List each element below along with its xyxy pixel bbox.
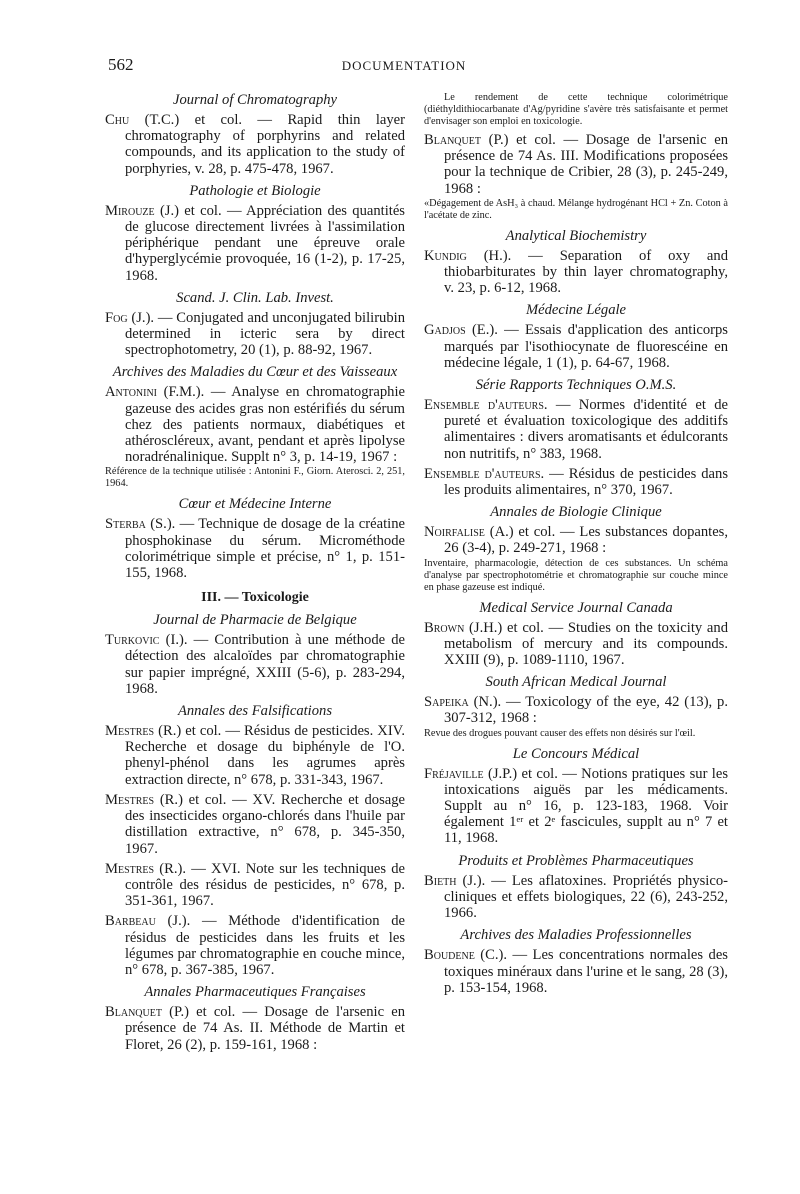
bibliography-entry bbox=[105, 1004, 405, 1053]
bibliography-entry bbox=[105, 913, 405, 978]
entry-citation: (F.M.). — Analyse en chromatographie gazeuse des acides gras non estérifiés du sérum chez des patients normaux, diabétiques et athéroscléreux, avant, pendant et après lipolyse noradrénalinique. Supplt n° 3, p. 14-19, 1967 : bbox=[125, 384, 405, 466]
journal-heading: Série Rapports Techniques O.M.S. bbox=[475, 377, 677, 394]
journal-heading: Scand. J. Clin. Lab. Invest. bbox=[176, 289, 334, 306]
entry-citation: (J.). — Conjugated and unconjugated bilirubin determined in icteric sera by direct spectrophotometry, 20 (1), p. 88-92, 1967. bbox=[125, 309, 405, 359]
bibliography-entry bbox=[424, 466, 728, 498]
bibliography-entry bbox=[105, 792, 405, 857]
entry-citation: (H.). — Separation of oxy and thiobarbiturates by thin layer chromatography, v. 23, p. 6-12, 1968. bbox=[444, 247, 728, 297]
entry-citation: (P.) et col. — Dosage de l'arsenic en présence de 74 As. III. Modifications proposées pour la technique de Cribier, 28 (3), p. 245-249, 1968 : bbox=[444, 132, 728, 197]
journal-heading: Analytical Biochemistry bbox=[505, 227, 647, 244]
entry-citation: . — Résidus de pesticides dans les produits alimentaires, n° 370, 1967. bbox=[444, 465, 729, 499]
journal-heading: Pathologie et Biologie bbox=[189, 182, 321, 199]
bibliography-entry bbox=[424, 132, 728, 222]
entry-author: Ensemble d'auteurs bbox=[424, 397, 544, 414]
entry-citation: (T.C.) et col. — Rapid thin layer chromatography of porphyrins and related compounds, and its application to the study of porphyries, v. 28, p. 475-478, 1967. bbox=[125, 112, 405, 177]
bibliography-entry bbox=[424, 620, 728, 669]
page-number: 562 bbox=[108, 55, 134, 74]
bibliography-entry bbox=[424, 397, 728, 462]
entry-citation: (R.) et col. — XV. Recherche et dosage des insecticides organo-chlorés dans l'huile par distillation extractive, n° 678, p. 345-350, 1967. bbox=[125, 791, 405, 857]
bibliography-entry bbox=[424, 524, 728, 593]
journal-heading: Annales des Falsifications bbox=[177, 703, 333, 720]
entry-author: Fréjaville bbox=[424, 765, 484, 782]
entry-author: Antonini bbox=[105, 384, 158, 401]
bibliography-entry bbox=[105, 203, 405, 284]
entry-author: Blanquet bbox=[424, 132, 481, 148]
bibliography-entry bbox=[105, 310, 405, 359]
entry-citation: (S.). — Technique de dosage de la créatine phosphokinase du sérum. Microméthode colorimétrique simple et précise, n° 1, p. 151-155, 1968. bbox=[125, 516, 405, 582]
page-header bbox=[108, 55, 700, 79]
journal-heading: Le Concours Médical bbox=[512, 745, 640, 762]
entry-citation: (N.). — Toxicology of the eye, 42 (13), p. 307-312, 1968 : bbox=[444, 694, 728, 727]
entry-author: Mirouze bbox=[105, 202, 155, 219]
continuation-note bbox=[424, 92, 728, 128]
entry-author: Blanquet bbox=[105, 1004, 162, 1021]
entry-note: Référence de la technique utilisée : Antonini F., Giorn. Aterosci. 2, 251, 1964. bbox=[105, 466, 405, 490]
entry-citation: (R.) et col. — Résidus de pesticides. XIV. Recherche et dosage du biphényle de l'O. phenyl-phénol dans les agrumes après extraction directe, n° 678, p. 331-343, 1967. bbox=[125, 723, 405, 788]
entry-author: Mestres bbox=[105, 860, 155, 877]
entry-author: Fog bbox=[105, 309, 128, 326]
entry-citation: (J.) et col. — Appréciation des quantités de glucose directement livrées à l'assimilation périphérique pendant une épreuve orale d'hyperglycémie provoquée, 16 (1-2), p. 17-25, 1968. bbox=[125, 202, 405, 284]
entry-citation: (I.). — Contribution à une méthode de détection des alcaloïdes par chromatographie sur papier imprégné, XXIII (5-6), p. 283-294, 1968. bbox=[125, 632, 405, 697]
entry-author: Chu bbox=[105, 112, 130, 128]
journal-heading: Archives des Maladies Professionnelles bbox=[460, 927, 692, 944]
entry-author: Mestres bbox=[105, 723, 155, 740]
journal-heading: Medical Service Journal Canada bbox=[479, 599, 673, 616]
entry-note: «Dégagement de AsH₃ à chaud. Mélange hydrogénant HCl + Zn. Coton à l'acétate de zinc. bbox=[424, 197, 728, 221]
continuation-note-text: Le rendement de cette technique colorimétrique (diéthyldithiocarbanate d'Ag/pyridine s'avère très satisfaisante et permet d'envisager son emploi en toxicologie. bbox=[424, 92, 728, 127]
bibliography-entry bbox=[105, 861, 405, 910]
journal-heading: Cœur et Médecine Interne bbox=[178, 496, 332, 513]
journal-heading: Annales de Biologie Clinique bbox=[490, 504, 662, 521]
entry-citation: (R.). — XVI. Note sur les techniques de contrôle des résidus de pesticides, n° 678, p. 351-361, 1967. bbox=[125, 860, 405, 910]
running-head: DOCUMENTATION bbox=[341, 58, 467, 73]
entry-author: Bieth bbox=[424, 872, 457, 889]
bibliography-entry bbox=[424, 248, 728, 297]
bibliography-entry bbox=[105, 112, 405, 177]
journal-heading: Annales Pharmaceutiques Françaises bbox=[144, 984, 366, 1001]
entry-note: Inventaire, pharmacologie, détection de ces substances. Un schéma d'analyse par spectrophotométrie et chromatographie sur couche mince en phase gazeuse est indiqué. bbox=[424, 557, 728, 593]
entry-author: Brown bbox=[424, 619, 465, 636]
entry-citation: (C.). — Les concentrations normales des toxiques minéraux dans l'urine et le sang, 28 (3), p. 153-154, 1968. bbox=[444, 947, 728, 996]
bibliography-entry bbox=[105, 516, 405, 581]
entry-author: Turkovic bbox=[105, 632, 160, 649]
entry-author: Noirfalise bbox=[424, 524, 485, 541]
bibliography-entry bbox=[105, 632, 405, 697]
bibliography-entry bbox=[424, 766, 728, 847]
entry-citation: (A.) et col. — Les substances dopantes, 26 (3-4), p. 249-271, 1968 : bbox=[444, 524, 728, 557]
bibliography-entry bbox=[105, 384, 405, 490]
entry-author: Gadjos bbox=[424, 322, 466, 339]
entry-citation: . — Normes d'identité et de pureté et évaluation toxicologique des additifs alimentaires : divers aromatisants et édulcorants non nutritifs, n° 383, 1968. bbox=[444, 397, 728, 462]
entry-author: Ensemble d'auteurs bbox=[424, 465, 541, 482]
bibliography-entry bbox=[424, 322, 728, 371]
journal-heading: Archives des Maladies du Cœur et des Vaisseaux bbox=[112, 364, 398, 381]
entry-citation: (J.H.) et col. — Studies on the toxicity and metabolism of mercury and its compounds. XXIII (9), p. 1089-1110, 1967. bbox=[444, 619, 728, 669]
entry-citation: (J.). — Les aflatoxines. Propriétés physico-cliniques et effets biologiques, 22 (6), 243-252, 1966. bbox=[444, 872, 728, 922]
entry-author: Boudene bbox=[424, 947, 475, 964]
right-column bbox=[424, 92, 728, 1000]
left-column bbox=[105, 92, 405, 1057]
entry-author: Sapeika bbox=[424, 694, 469, 711]
bibliography-entry bbox=[105, 723, 405, 788]
entry-citation: (J.). — Méthode d'identification de résidus de pesticides dans les fruits et les légumes par chromatographie en couche mince, n° 678, p. 367-385, 1967. bbox=[125, 913, 405, 978]
bibliography-entry bbox=[424, 694, 728, 739]
entry-author: Barbeau bbox=[105, 913, 156, 930]
section-heading: III. — Toxicologie bbox=[201, 590, 309, 606]
entry-citation: (E.). — Essais d'application des anticorps marqués par l'isothiocynate de fluorescéine en médecine légale, 1 (1), p. 64-67, 1968. bbox=[444, 322, 728, 371]
entry-citation: (J.P.) et col. — Notions pratiques sur les intoxications aiguës par les médicaments. Supplt au n° 16, p. 123-183, 1968. Voir également 1ᵉʳ et 2ᵉ fascicules, supplt au n° 7 et 11, 1968. bbox=[444, 765, 728, 847]
entry-citation: (P.) et col. — Dosage de l'arsenic en présence de 74 As. II. Méthode de Martin et Floret, 26 (2), p. 159-161, 1968 : bbox=[125, 1004, 405, 1053]
journal-heading: Produits et Problèmes Pharmaceutiques bbox=[458, 852, 694, 869]
journal-heading: Médecine Légale bbox=[525, 302, 627, 319]
journal-heading: Journal de Pharmacie de Belgique bbox=[153, 612, 357, 629]
entry-author: Sterba bbox=[105, 516, 146, 533]
entry-author: Kundig bbox=[424, 247, 467, 264]
journal-heading: South African Medical Journal bbox=[485, 674, 667, 691]
entry-author: Mestres bbox=[105, 791, 155, 808]
bibliography-entry bbox=[424, 947, 728, 996]
bibliography-entry bbox=[424, 873, 728, 922]
journal-heading: Journal of Chromatography bbox=[172, 92, 338, 108]
entry-note: Revue des drogues pouvant causer des effets non désirés sur l'œil. bbox=[424, 727, 696, 739]
